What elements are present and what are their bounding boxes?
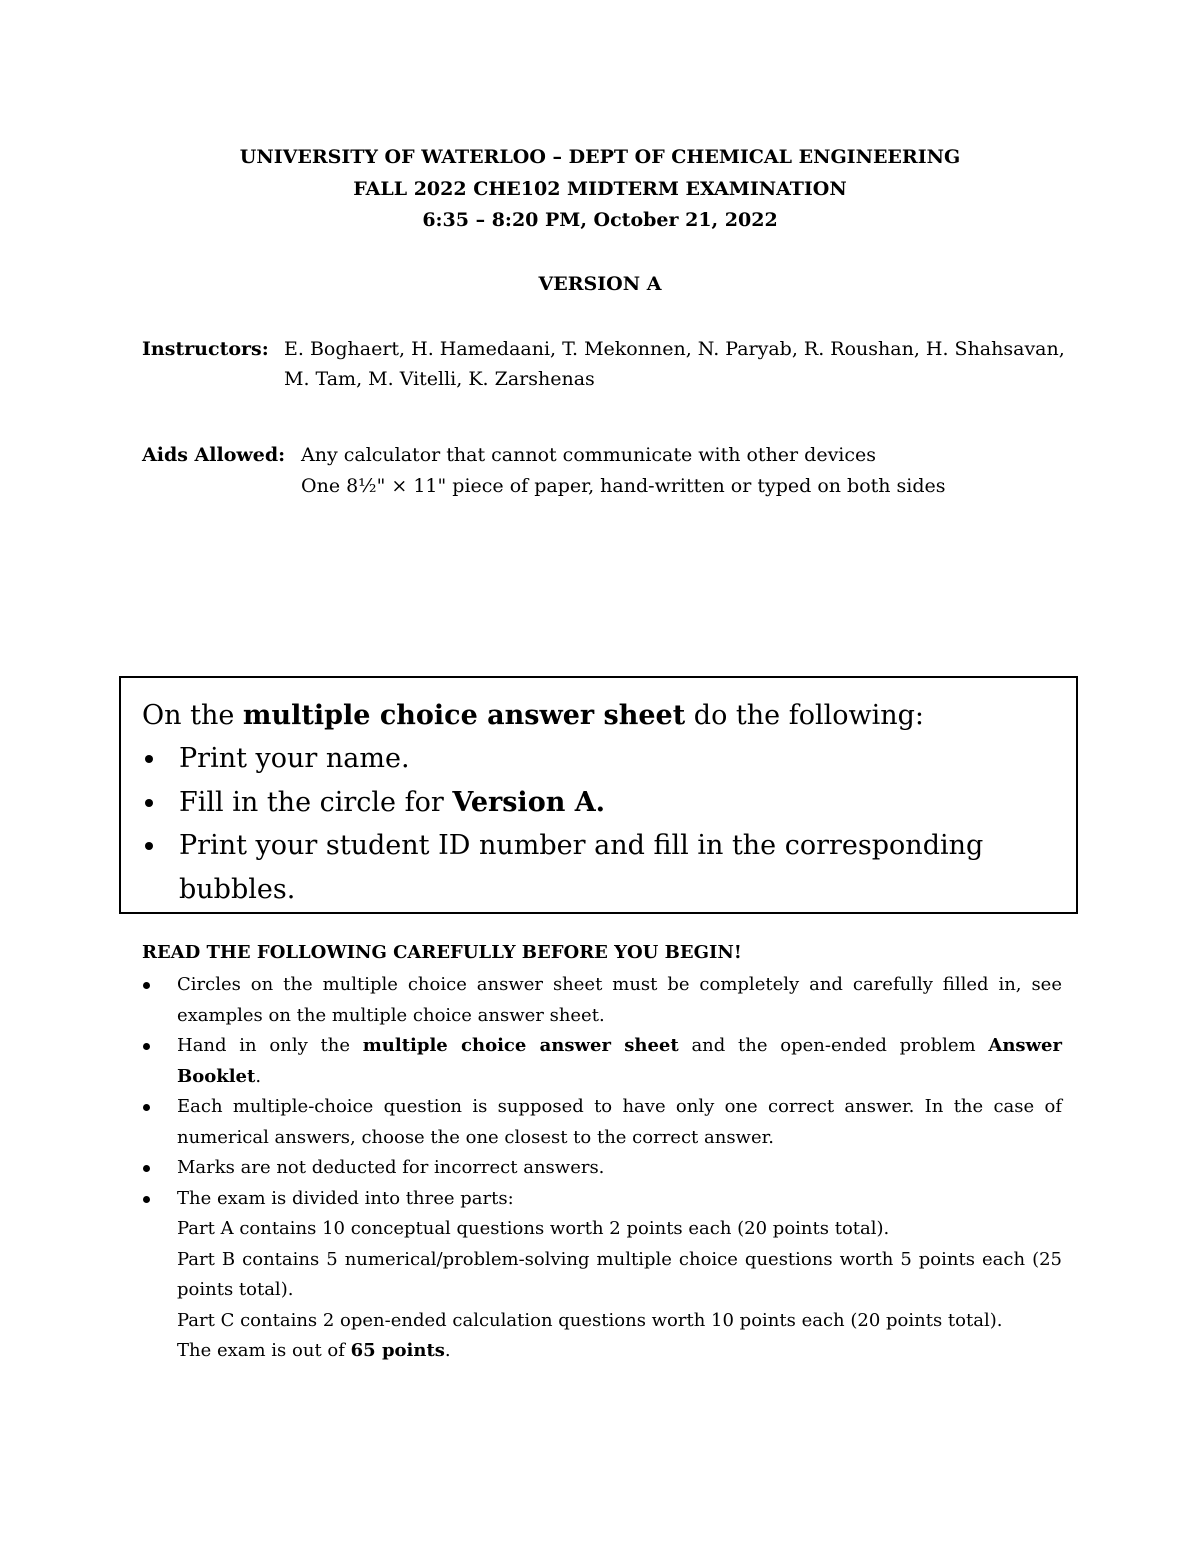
box-item-bold: Version A.: [452, 786, 606, 818]
box-intro: [142, 695, 924, 737]
instructors-list: [284, 334, 1074, 394]
answer-sheet-instructions-box: [119, 676, 1078, 914]
instructions-list: [142, 970, 1062, 1367]
rule-text: .: [255, 1065, 262, 1087]
rule-part-c: Part C contains 2 open-ended calculation questions worth 10 points each (20 points total).: [177, 1309, 1003, 1331]
rule-one-correct-answer: [142, 1092, 1062, 1153]
box-intro-bold: multiple choice answer sheet: [242, 700, 686, 731]
bullet-icon: [143, 1165, 150, 1172]
rule-total-pre: The exam is out of: [177, 1340, 351, 1361]
bullet-icon: [145, 842, 153, 850]
box-intro-pre: On the: [142, 700, 243, 731]
rule-text: Each multiple-choice question is supposed to have only one correct answer. In the case of numerical answers, choose the one closest to the correct answer.: [177, 1096, 1062, 1148]
box-instruction-list: [142, 737, 1042, 911]
bullet-icon: [143, 1104, 150, 1111]
rule-text: Marks are not deducted for incorrect answers.: [177, 1157, 605, 1178]
exam-version: VERSION A: [538, 273, 662, 295]
aids-line-1: Any calculator that cannot communicate with other devices: [301, 444, 877, 466]
box-item-text: Print your name.: [179, 743, 410, 774]
aids-label: Aids Allowed:: [142, 444, 286, 466]
header-exam-title: FALL 2022 CHE102 MIDTERM EXAMINATION: [353, 177, 847, 200]
header-exam-time: 6:35 – 8:20 PM, October 21, 2022: [422, 209, 778, 231]
rule-text: Circles on the multiple choice answer sheet must be completely and carefully filled in, see examples on the multiple choice answer sheet.: [177, 974, 1062, 1026]
aids-list: [301, 440, 1081, 502]
instructors-line-1: E. Boghaert, H. Hamedaani, T. Mekonnen, N. Paryab, R. Roushan, H. Shahsavan,: [284, 338, 1065, 360]
rule-hand-in: [142, 1031, 1062, 1092]
rule-text: and the open-ended problem: [678, 1035, 989, 1056]
rule-no-deductions: [142, 1153, 1062, 1184]
rule-fill-circles: [142, 970, 1062, 1031]
rule-bold: Answer Booklet: [177, 1035, 1062, 1087]
rule-bold: multiple choice answer sheet: [362, 1035, 679, 1056]
rule-parts-intro: The exam is divided into three parts:: [177, 1187, 514, 1209]
bullet-icon: [145, 755, 153, 763]
rule-exam-parts: [142, 1184, 1062, 1367]
bullet-icon: [143, 1196, 150, 1203]
box-item-print-name: [142, 737, 1042, 781]
box-item-text: Fill in the circle for: [179, 786, 453, 818]
exam-header: [0, 142, 1200, 237]
box-intro-post: do the following:: [685, 700, 925, 731]
rule-text: Hand in only the: [177, 1035, 363, 1056]
box-item-fill-version: [142, 781, 1042, 825]
header-university: UNIVERSITY OF WATERLOO – DEPT OF CHEMICAL ENGINEERING: [239, 146, 961, 168]
instructors-label: Instructors:: [142, 338, 269, 360]
rule-total-points: [177, 1336, 1062, 1367]
box-item-student-id: [142, 824, 1042, 911]
instructors-line-2: M. Tam, M. Vitelli, K. Zarshenas: [284, 368, 595, 390]
rule-total-post: .: [444, 1340, 451, 1361]
rule-part-a: Part A contains 10 conceptual questions worth 2 points each (20 points total).: [177, 1218, 890, 1239]
rule-part-b: Part B contains 5 numerical/problem-solving multiple choice questions worth 5 points each (25 points total).: [177, 1248, 1062, 1300]
bullet-icon: [143, 982, 150, 989]
instructions-title: READ THE FOLLOWING CAREFULLY BEFORE YOU BEGIN!: [142, 942, 742, 963]
rule-total-bold: 65 points: [350, 1340, 445, 1361]
bullet-icon: [143, 1043, 150, 1050]
box-item-text: Print your student ID number and fill in the corresponding bubbles.: [179, 830, 984, 905]
aids-line-2: One 8½" × 11" piece of paper, hand-written or typed on both sides: [301, 475, 946, 497]
bullet-icon: [145, 799, 153, 807]
